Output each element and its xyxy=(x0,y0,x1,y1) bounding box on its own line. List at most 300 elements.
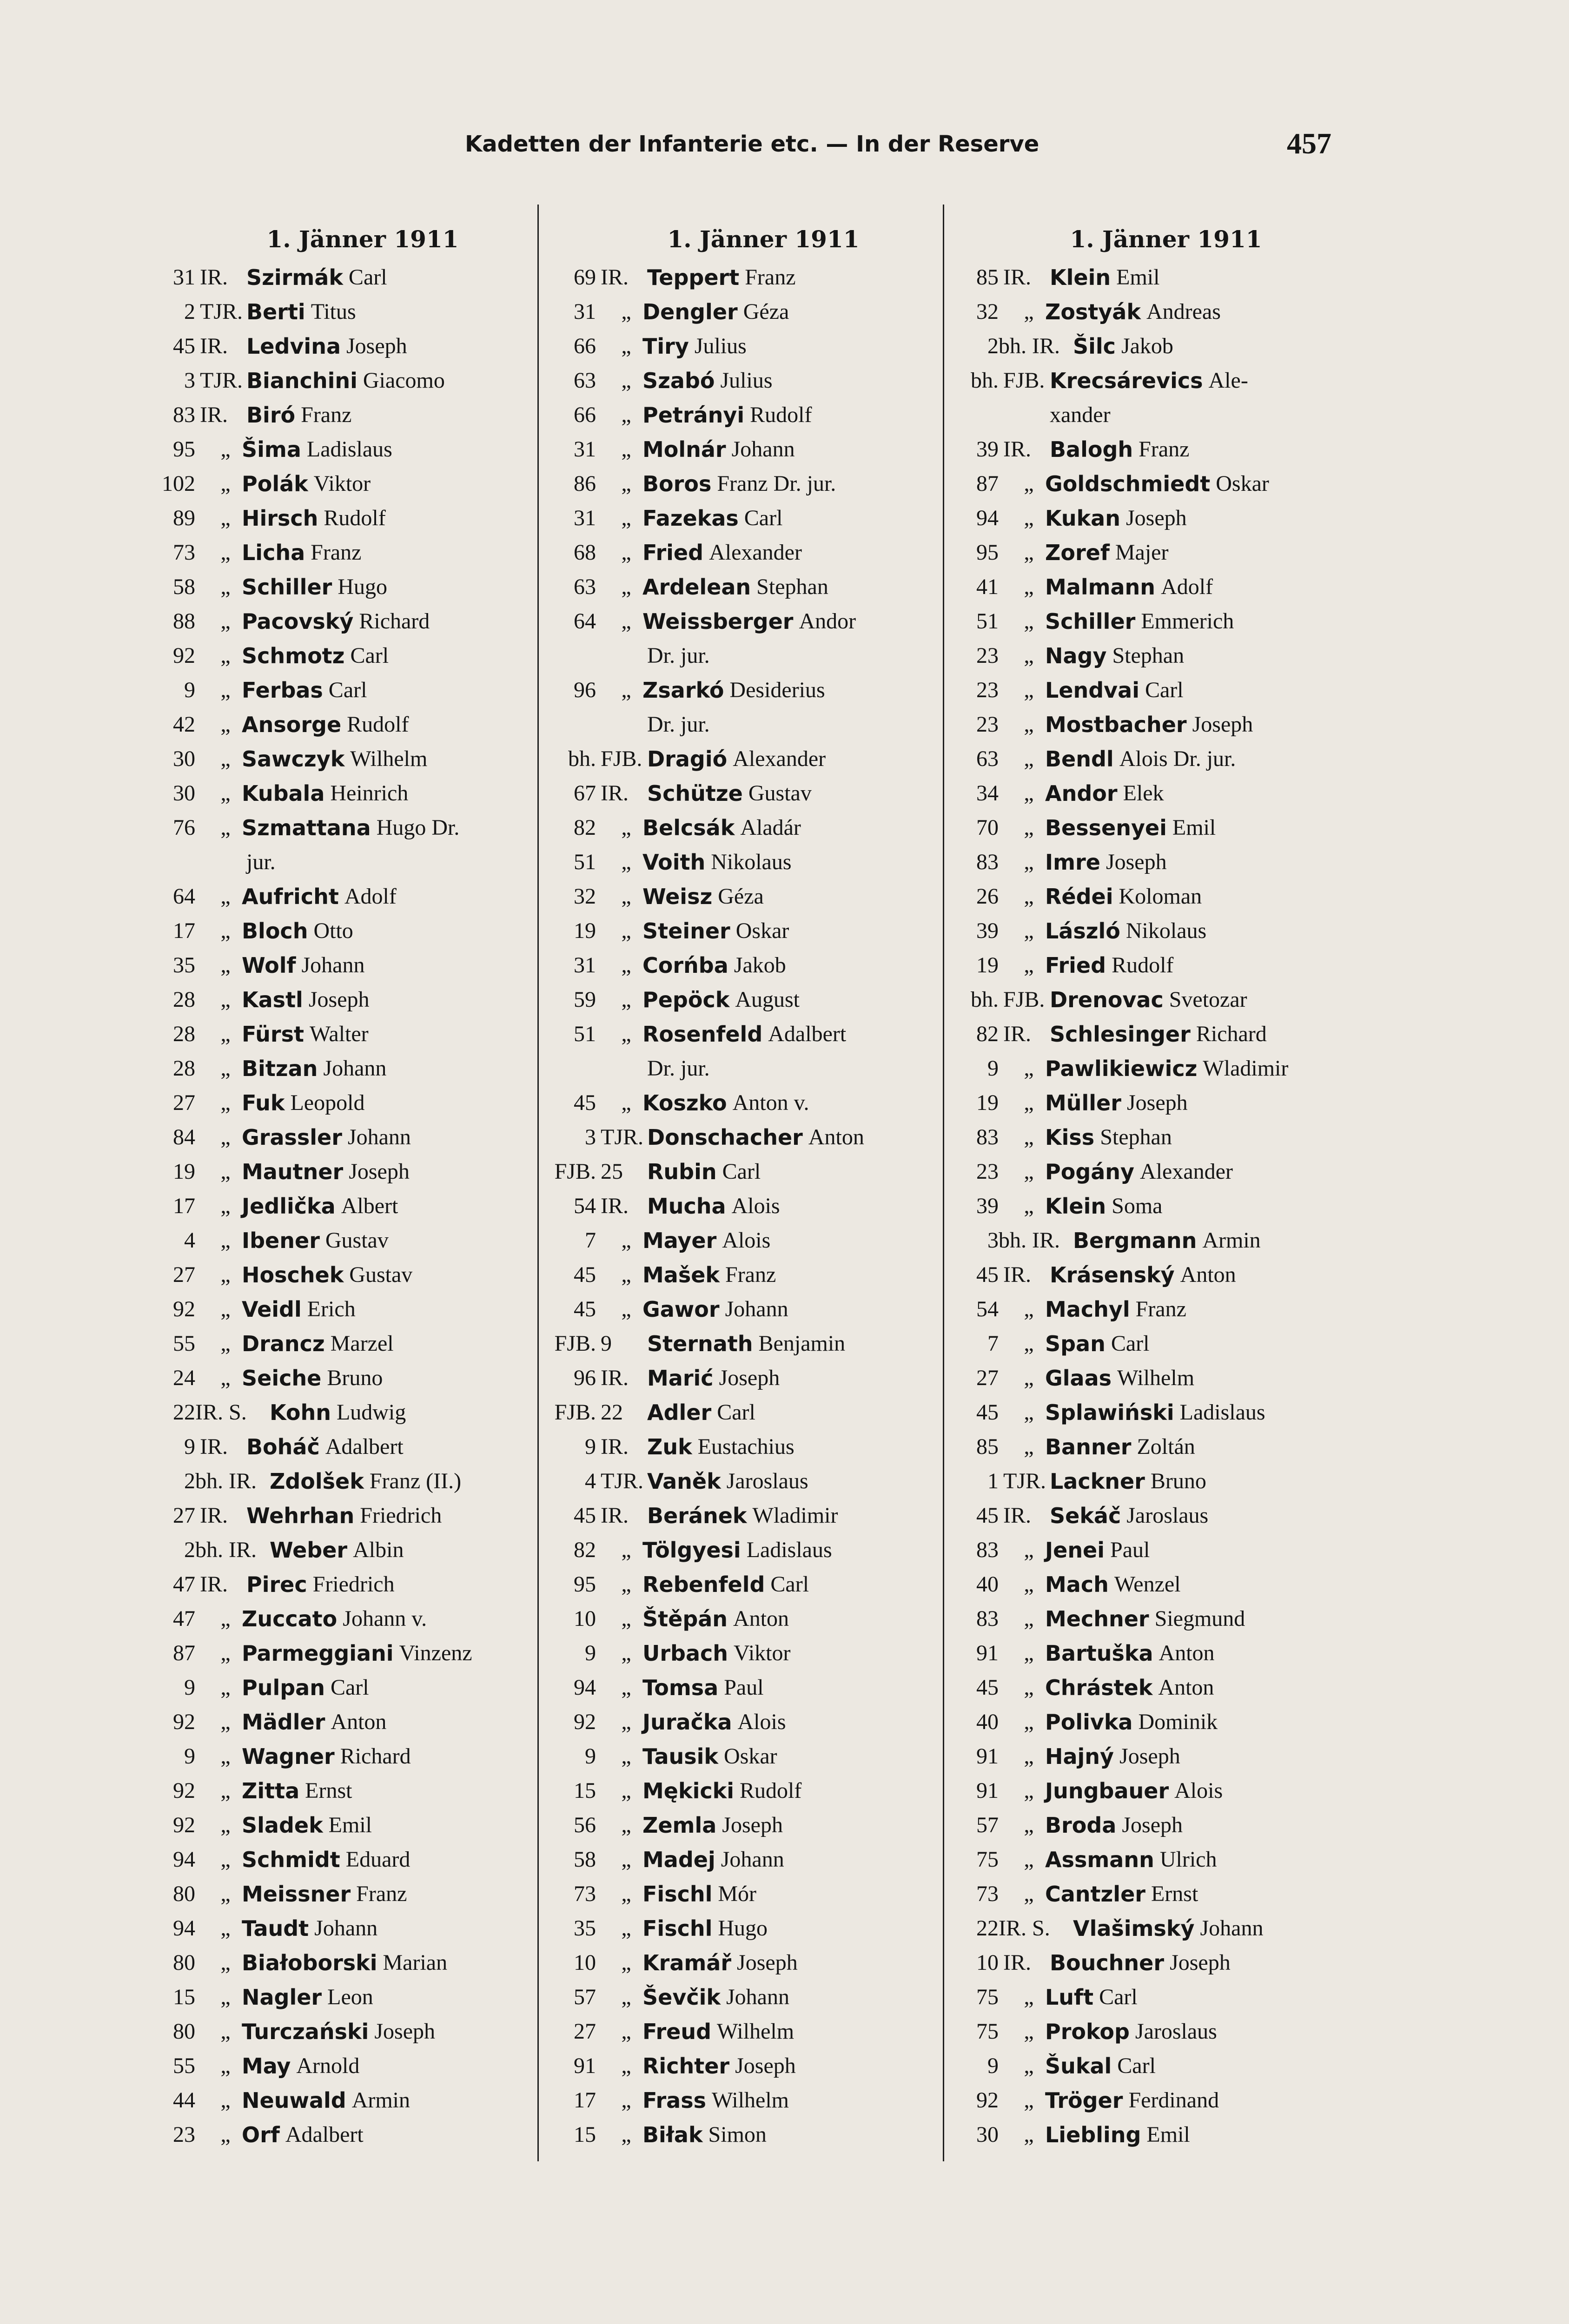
roster-entry xyxy=(153,1602,572,1636)
entry-number: 85 xyxy=(976,1434,999,1459)
entry-number: 88 xyxy=(173,609,195,634)
entry-unit: „ xyxy=(621,1744,631,1769)
roster-entry xyxy=(554,1567,973,1602)
entry-number: 10 xyxy=(574,1950,596,1975)
roster-entry xyxy=(554,2049,973,2083)
entry-surname: Krecsárevics xyxy=(1050,368,1203,393)
entry-unit: „ xyxy=(220,1916,231,1941)
entry-surname: Fried xyxy=(642,540,704,565)
entry-unit: „ xyxy=(621,609,631,634)
roster-entry xyxy=(554,432,973,467)
entry-given-name: Bruno xyxy=(1150,1469,1206,1493)
entry-unit: „ xyxy=(621,334,631,358)
entry-given-name: Emil xyxy=(1172,815,1216,840)
roster-entry xyxy=(957,845,1375,879)
roster-entry xyxy=(153,1189,572,1223)
entry-unit: „ xyxy=(1024,953,1034,977)
page-header xyxy=(0,126,1569,173)
entry-surname: Ardelean xyxy=(642,574,751,600)
entry-given-name: Adalbert xyxy=(768,1022,847,1046)
entry-surname: Schlesinger xyxy=(1050,1022,1191,1047)
entry-unit: „ xyxy=(621,1228,631,1253)
entry-given-name: Franz xyxy=(356,1882,407,1906)
roster-entry xyxy=(554,845,973,879)
entry-given-name: Leon xyxy=(327,1985,373,2009)
entry-number: 17 xyxy=(173,918,195,943)
entry-number: 39 xyxy=(976,1194,999,1218)
entry-given-name: Johann v. xyxy=(343,1606,427,1631)
roster-entry xyxy=(153,432,572,467)
entry-surname: Liebling xyxy=(1045,2122,1141,2147)
entry-unit: bh. IR. xyxy=(999,334,1060,358)
roster-entry xyxy=(153,1705,572,1739)
entry-surname: Pepöck xyxy=(642,987,730,1012)
entry-surname: Orf xyxy=(242,2122,280,2147)
entry-unit: FJB. xyxy=(1003,987,1045,1012)
entry-given-name: Stephan xyxy=(1100,1125,1172,1149)
roster-entry xyxy=(957,604,1375,639)
entry-unit: IR. xyxy=(601,265,629,290)
roster-entry xyxy=(957,707,1375,742)
entry-given-name: Armin xyxy=(351,2088,410,2113)
entry-number: 31 xyxy=(574,506,596,530)
entry-given-name: Paul xyxy=(724,1675,764,1700)
entry-surname: Lendvai xyxy=(1045,678,1139,703)
roster-entry xyxy=(957,811,1375,845)
roster-entry xyxy=(957,2083,1375,2118)
roster-entry xyxy=(957,1774,1375,1808)
entry-number: 82 xyxy=(574,815,596,840)
entry-surname: Turczański xyxy=(242,2019,369,2044)
entry-unit: bh. IR. xyxy=(195,1469,257,1493)
entry-number: 28 xyxy=(173,1022,195,1046)
entry-given-name: Mór xyxy=(718,1882,757,1906)
entry-surname: Zsarkó xyxy=(642,678,724,703)
entry-number: 45 xyxy=(574,1503,596,1528)
entry-surname: Pawlikiewicz xyxy=(1045,1056,1198,1081)
entry-surname: Šilc xyxy=(1073,334,1116,359)
entry-unit: „ xyxy=(1024,1847,1034,1872)
entry-surname: Mašek xyxy=(642,1262,720,1287)
entry-surname: Rosenfeld xyxy=(642,1022,763,1047)
roster-entry xyxy=(153,535,572,570)
roster-entry xyxy=(153,1567,572,1602)
entry-unit: „ xyxy=(1024,1641,1034,1665)
entry-number: 30 xyxy=(173,746,195,771)
roster-list xyxy=(957,260,1375,2152)
entry-given-name: Stephan xyxy=(756,574,828,599)
entry-number: 76 xyxy=(173,815,195,840)
entry-surname: Beránek xyxy=(647,1503,747,1528)
entry-unit: „ xyxy=(220,2053,231,2078)
entry-surname: Schiller xyxy=(242,574,332,600)
entry-unit: „ xyxy=(1024,712,1034,737)
roster-entry xyxy=(153,1533,572,1567)
entry-given-name: Siegmund xyxy=(1154,1606,1245,1631)
entry-unit: „ xyxy=(220,1262,231,1287)
roster-entry xyxy=(554,1292,973,1327)
entry-number: 2 xyxy=(987,334,999,358)
entry-surname: Kiss xyxy=(1045,1125,1095,1150)
entry-number: 92 xyxy=(173,1778,195,1803)
entry-given-name: Johann xyxy=(301,953,365,977)
entry-given-name: Walter xyxy=(309,1022,369,1046)
entry-unit: „ xyxy=(621,1641,631,1665)
entry-given-name: Hugo xyxy=(718,1916,768,1941)
entry-given-name: Géza xyxy=(743,299,789,324)
entry-unit: „ xyxy=(621,1675,631,1700)
entry-given-name: Richard xyxy=(340,1744,411,1769)
entry-number: 10 xyxy=(574,1606,596,1631)
roster-entry xyxy=(554,570,973,604)
entry-number: 96 xyxy=(574,678,596,702)
entry-number: 66 xyxy=(574,334,596,358)
entry-given-name: Joseph xyxy=(1126,1090,1188,1115)
entry-surname: Nagy xyxy=(1045,643,1107,668)
entry-given-name: Benjamin xyxy=(758,1331,846,1356)
entry-given-name: Ale- xyxy=(1208,368,1248,393)
entry-number: 59 xyxy=(574,987,596,1012)
entry-given-name: Alois xyxy=(1174,1778,1223,1803)
entry-given-name: Leopold xyxy=(290,1090,365,1115)
entry-surname: May xyxy=(242,2053,291,2079)
entry-unit: IR. xyxy=(601,781,629,805)
entry-number: 40 xyxy=(976,1572,999,1597)
entry-surname: Koszko xyxy=(642,1090,727,1116)
entry-number: 30 xyxy=(976,2122,999,2147)
roster-entry xyxy=(554,879,973,914)
roster-entry xyxy=(153,260,572,295)
entry-number: 35 xyxy=(173,953,195,977)
entry-given-name: Wladimir xyxy=(1203,1056,1289,1081)
entry-unit: „ xyxy=(621,1813,631,1837)
entry-given-name: Gustav xyxy=(349,1262,413,1287)
entry-surname: Juračka xyxy=(642,1710,732,1735)
entry-number: 45 xyxy=(976,1262,999,1287)
entry-number: 63 xyxy=(574,574,596,599)
entry-number: 91 xyxy=(976,1744,999,1769)
entry-unit: „ xyxy=(1024,1331,1034,1356)
entry-given-name: Adalbert xyxy=(285,2122,364,2147)
roster-entry xyxy=(153,1430,572,1464)
entry-surname: Ibener xyxy=(242,1228,320,1253)
entry-unit: IR. xyxy=(1003,437,1031,462)
entry-given-name: Andreas xyxy=(1146,299,1221,324)
roster-entry xyxy=(554,1361,973,1395)
entry-given-name: Joseph xyxy=(1170,1950,1231,1975)
entry-surname: Mach xyxy=(1045,1572,1109,1597)
entry-number: 64 xyxy=(574,609,596,634)
entry-unit: „ xyxy=(621,1916,631,1941)
entry-number: 92 xyxy=(173,1297,195,1321)
entry-number: 9 xyxy=(987,1056,999,1081)
entry-unit: IR. xyxy=(601,1366,629,1390)
entry-given-name: Anton v. xyxy=(732,1090,809,1115)
entry-unit: „ xyxy=(220,1366,231,1390)
entry-unit: „ xyxy=(1024,1090,1034,1115)
column-2 xyxy=(554,218,973,2171)
entry-unit: „ xyxy=(220,1159,231,1184)
roster-entry xyxy=(153,1120,572,1155)
entry-given-name: Giacomo xyxy=(363,368,445,393)
entry-unit: „ xyxy=(621,1572,631,1597)
roster-entry xyxy=(554,2014,973,2049)
entry-number: 23 xyxy=(976,712,999,737)
entry-number: 44 xyxy=(173,2088,195,2113)
roster-entry xyxy=(554,604,973,639)
entry-unit: „ xyxy=(621,2088,631,2113)
entry-surname: Mechner xyxy=(1045,1606,1149,1631)
entry-given-name: Ladislaus xyxy=(306,437,392,462)
entry-surname: Vlašimský xyxy=(1073,1916,1195,1941)
entry-number: bh. xyxy=(971,368,999,393)
entry-surname: Klein xyxy=(1050,265,1111,290)
entry-number: 58 xyxy=(574,1847,596,1872)
entry-given-name: Alois xyxy=(722,1228,771,1253)
entry-surname: Tomsa xyxy=(642,1675,719,1700)
entry-unit: „ xyxy=(220,643,231,668)
entry-unit: IR. xyxy=(1003,1262,1031,1287)
entry-unit: „ xyxy=(621,403,631,427)
entry-given-name: Erich xyxy=(307,1297,356,1321)
roster-entry xyxy=(554,329,973,363)
entry-unit: „ xyxy=(220,2122,231,2147)
entry-given-name: Wilhelm xyxy=(711,2088,789,2113)
entry-unit: „ xyxy=(621,1985,631,2009)
entry-unit: „ xyxy=(1024,2053,1034,2078)
roster-entry xyxy=(957,1155,1375,1189)
entry-surname: Jenei xyxy=(1045,1538,1105,1563)
entry-surname: Pulpan xyxy=(242,1675,325,1700)
roster-entry xyxy=(957,1602,1375,1636)
entry-given-name: Franz xyxy=(745,265,796,290)
entry-unit: TJR. xyxy=(601,1125,644,1149)
entry-number: 75 xyxy=(976,1985,999,2009)
entry-surname: Boros xyxy=(642,471,712,496)
entry-number: 68 xyxy=(574,540,596,565)
entry-surname: Vaněk xyxy=(647,1469,721,1494)
entry-unit: „ xyxy=(1024,2088,1034,2113)
roster-entry xyxy=(554,1670,973,1705)
entry-unit: „ xyxy=(220,1985,231,2009)
entry-unit: TJR. xyxy=(200,299,243,324)
entry-number: 27 xyxy=(976,1366,999,1390)
entry-number: 3 xyxy=(184,368,195,393)
entry-number: 51 xyxy=(574,850,596,874)
entry-number: 23 xyxy=(976,1159,999,1184)
entry-surname: Chrástek xyxy=(1045,1675,1153,1700)
entry-unit: „ xyxy=(1024,609,1034,634)
entry-surname: Kramář xyxy=(642,1950,732,1975)
entry-surname: Wehrhan xyxy=(246,1503,355,1528)
entry-surname: Tölgyesi xyxy=(642,1538,741,1563)
entry-unit: „ xyxy=(220,712,231,737)
entry-number: 19 xyxy=(976,953,999,977)
entry-number: FJB. xyxy=(554,1400,596,1425)
entry-surname: Voith xyxy=(642,850,706,875)
roster-entry xyxy=(957,1430,1375,1464)
entry-unit: FJB. xyxy=(1003,368,1045,393)
entry-given-name: Desiderius xyxy=(729,678,825,702)
entry-given-name: Carl xyxy=(1145,678,1184,702)
entry-number: 54 xyxy=(574,1194,596,1218)
entry-number: FJB. xyxy=(554,1331,596,1356)
entry-given-name: Albin xyxy=(353,1538,404,1562)
entry-unit: IR. xyxy=(200,265,228,290)
roster-entry xyxy=(153,1980,572,2014)
entry-given-name: Carl xyxy=(770,1572,809,1597)
entry-given-name: Carl xyxy=(328,678,367,702)
entry-given-name: Wladimir xyxy=(752,1503,838,1528)
entry-surname: Hoschek xyxy=(242,1262,344,1287)
roster-entry xyxy=(957,742,1375,776)
entry-given-name: Koloman xyxy=(1119,884,1202,909)
entry-number: 9 xyxy=(585,1434,596,1459)
entry-given-name: Alois xyxy=(737,1710,786,1734)
entry-number: 102 xyxy=(162,471,195,496)
entry-unit: „ xyxy=(220,609,231,634)
entry-surname: Mostbacher xyxy=(1045,712,1187,737)
entry-surname: Balogh xyxy=(1050,437,1133,462)
entry-unit: „ xyxy=(220,884,231,909)
entry-number: 45 xyxy=(574,1297,596,1321)
roster-entry xyxy=(957,1670,1375,1705)
entry-surname: Adler xyxy=(647,1400,712,1425)
entry-surname: Licha xyxy=(242,540,305,565)
entry-unit: „ xyxy=(1024,540,1034,565)
entry-surname: Zoref xyxy=(1045,540,1110,565)
entry-surname: Grassler xyxy=(242,1125,342,1150)
entry-number: 2 xyxy=(184,1538,195,1562)
roster-entry xyxy=(554,1395,973,1430)
entry-unit: „ xyxy=(220,1675,231,1700)
entry-unit: „ xyxy=(621,1297,631,1321)
entry-surname: Hajný xyxy=(1045,1744,1114,1769)
entry-surname: Weber xyxy=(270,1538,348,1563)
entry-given-name: Anton xyxy=(733,1606,789,1631)
entry-surname: Bianchini xyxy=(246,368,357,393)
entry-given-name: Anton xyxy=(331,1710,387,1734)
entry-given-name: Joseph xyxy=(735,2053,796,2078)
entry-unit: „ xyxy=(621,815,631,840)
entry-surname: Ševčik xyxy=(642,1985,721,2010)
roster-entry xyxy=(153,1739,572,1774)
roster-entry xyxy=(554,1636,973,1670)
entry-given-name: Johann xyxy=(725,1297,788,1321)
entry-surname: Pogány xyxy=(1045,1159,1135,1184)
entry-surname: Glaas xyxy=(1045,1366,1112,1391)
entry-given-name: Rudolf xyxy=(324,506,386,530)
entry-unit: „ xyxy=(621,299,631,324)
entry-number: 94 xyxy=(173,1847,195,1872)
entry-surname: Ledvina xyxy=(246,334,341,359)
entry-given-name: Julius xyxy=(694,334,747,358)
entry-surname: Polivka xyxy=(1045,1710,1133,1735)
entry-unit: „ xyxy=(1024,1882,1034,1906)
roster-entry xyxy=(554,1223,973,1258)
roster-entry xyxy=(554,295,973,329)
entry-number: 31 xyxy=(574,953,596,977)
entry-number: 28 xyxy=(173,987,195,1012)
roster-entry xyxy=(957,1842,1375,1877)
entry-given-name: Titus xyxy=(311,299,356,324)
entry-unit: IR. xyxy=(200,1572,228,1597)
entry-given-name: Albert xyxy=(341,1194,398,1218)
entry-surname: Zemla xyxy=(642,1813,717,1838)
roster-entry xyxy=(153,1327,572,1361)
entry-given-name: Carl xyxy=(348,265,387,290)
entry-given-name: Wilhelm xyxy=(717,2019,794,2044)
entry-number: 73 xyxy=(574,1882,596,1906)
entry-surname: Marić xyxy=(647,1366,714,1391)
roster-entry xyxy=(554,1946,973,1980)
entry-given-name: Joseph xyxy=(719,1366,780,1390)
entry-unit: „ xyxy=(1024,884,1034,909)
entry-given-name: Géza xyxy=(718,884,764,909)
entry-given-name: Jaroslaus xyxy=(1126,1503,1209,1528)
entry-number: 73 xyxy=(976,1882,999,1906)
entry-surname: Taudt xyxy=(242,1916,309,1941)
entry-given-name: Nikolaus xyxy=(1125,918,1207,943)
entry-unit: IR. xyxy=(200,1503,228,1528)
entry-surname: Aufricht xyxy=(242,884,339,909)
entry-given-name: Arnold xyxy=(296,2053,360,2078)
entry-number: 75 xyxy=(976,1847,999,1872)
roster-entry xyxy=(153,1774,572,1808)
entry-number: 63 xyxy=(976,746,999,771)
roster-entry xyxy=(153,501,572,535)
entry-number: 87 xyxy=(976,471,999,496)
entry-unit: „ xyxy=(1024,299,1034,324)
entry-given-name: Joseph xyxy=(308,987,370,1012)
entry-unit: IR. xyxy=(200,403,228,427)
roster-entry xyxy=(554,2083,973,2118)
entry-number: 10 xyxy=(976,1950,999,1975)
entry-number: 24 xyxy=(173,1366,195,1390)
entry-given-name: Franz xyxy=(1139,437,1190,462)
entry-number: 7 xyxy=(987,1331,999,1356)
entry-surname: Gawor xyxy=(642,1297,720,1322)
entry-number: 80 xyxy=(173,1882,195,1906)
entry-unit: „ xyxy=(621,1882,631,1906)
roster-entry xyxy=(554,260,973,295)
entry-number: 31 xyxy=(574,437,596,462)
entry-number: 9 xyxy=(184,1675,195,1700)
roster-entry xyxy=(153,1464,572,1499)
entry-unit: „ xyxy=(1024,1400,1034,1425)
entry-surname: Cantzler xyxy=(1045,1882,1145,1907)
entry-given-name: Ladislaus xyxy=(1179,1400,1265,1425)
roster-entry xyxy=(957,295,1375,329)
entry-surname: Span xyxy=(1045,1331,1106,1356)
entry-unit: „ xyxy=(621,2122,631,2147)
entry-given-name: Gustav xyxy=(748,781,812,805)
roster-entry xyxy=(957,1980,1375,2014)
entry-unit: IR. xyxy=(200,334,228,358)
entry-unit: „ xyxy=(220,1090,231,1115)
entry-given-name: August xyxy=(735,987,800,1012)
roster-entry xyxy=(153,1292,572,1327)
roster-entry xyxy=(957,1636,1375,1670)
entry-surname: Białoborski xyxy=(242,1950,377,1975)
entry-given-name: Johann xyxy=(726,1985,789,2009)
entry-number: 45 xyxy=(976,1675,999,1700)
entry-given-name: Alexander xyxy=(1140,1159,1233,1184)
entry-given-name: Joseph xyxy=(737,1950,798,1975)
entry-given-name: Friedrich xyxy=(312,1572,395,1597)
entry-unit: „ xyxy=(1024,1572,1034,1597)
entry-surname: Fischl xyxy=(642,1882,713,1907)
